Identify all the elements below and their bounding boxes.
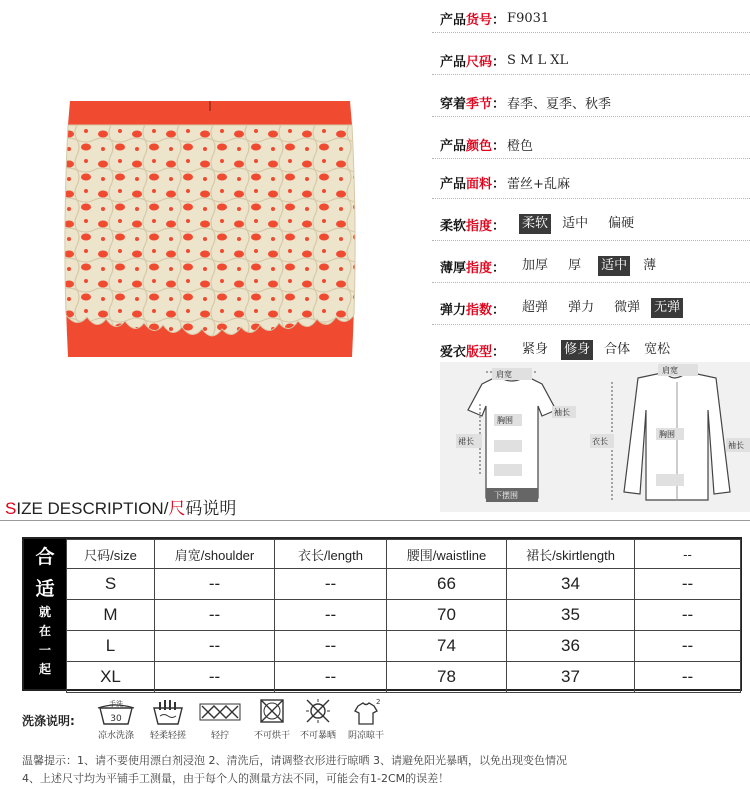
wash-item-text: 不可烘干 [253, 731, 290, 741]
table-cell: 78 [387, 662, 507, 693]
table-cell: XL [67, 662, 155, 693]
fabric-row [440, 168, 570, 196]
softness-row [440, 210, 637, 238]
wash-item-text: 阴凉晾干 [347, 731, 384, 741]
svg-text:2: 2 [376, 698, 381, 706]
table-cell: -- [275, 600, 387, 631]
gentle-wash-icon [148, 698, 188, 726]
elasticity-row [440, 294, 683, 322]
softness-option-medium: 适中 [562, 216, 589, 231]
size-table [66, 539, 741, 693]
twist-icon [198, 698, 242, 726]
wash-item [142, 698, 194, 741]
divider [432, 158, 750, 159]
table-row [67, 600, 741, 631]
thickness-option-thin: 薄 [643, 258, 657, 273]
product-size-value: S M L XL [507, 52, 569, 68]
season-label: 穿着季节： [440, 96, 506, 112]
fit-option-fitted: 合体 [604, 342, 631, 357]
table-cell: -- [155, 569, 275, 600]
divider [432, 116, 750, 117]
fit-option-slim: 修身 [561, 340, 593, 360]
table-row [67, 631, 741, 662]
washing-label: 洗涤说明: [22, 714, 75, 728]
table-cell: -- [155, 600, 275, 631]
elasticity-option-elastic: 弹力 [568, 300, 595, 315]
table-cell: 66 [387, 569, 507, 600]
color-value: 橙色 [507, 138, 534, 154]
size-table-frame [22, 537, 742, 691]
table-cell: -- [155, 631, 275, 662]
table-row [67, 569, 741, 600]
size-description-title: SIZE DESCRIPTION/尺码说明 [5, 499, 237, 518]
wash-temp: 30 [110, 714, 122, 724]
header-blank: -- [635, 540, 741, 569]
header-size: 尺码/size [67, 540, 155, 569]
header-shoulder: 肩宽/shoulder [155, 540, 275, 569]
hand-wash-30-icon [96, 698, 136, 726]
softness-label: 柔软指度： [440, 218, 506, 234]
product-code-label: 产品货号： [440, 12, 506, 28]
table-cell: -- [635, 600, 741, 631]
table-cell: 36 [507, 631, 635, 662]
divider [432, 32, 750, 33]
fit-row [440, 336, 673, 364]
shirt-length-label: 衣长 [592, 437, 608, 446]
shirt-chest-label: 胸围 [659, 430, 675, 439]
elasticity-option-slight: 微弹 [614, 300, 641, 315]
care-notes-line-1: 温馨提示：1、请不要使用漂白剂浸泡 2、清洗后，请调整衣形进行晾晒 3、请避免阳光暴晒，以免出现变色情况 [22, 754, 567, 767]
skirt-product-image [60, 95, 360, 365]
header-length: 衣长/length [275, 540, 387, 569]
stamp-char: 一 [38, 643, 51, 657]
fit-option-loose: 宽松 [644, 342, 671, 357]
care-notes-line-2: 4、上述尺寸均为平铺手工测量，由于每个人的测量方法不同，可能会有1-2CM的误差！ [22, 772, 450, 785]
color-row [440, 130, 533, 158]
dress-shoulder-label: 肩宽 [496, 370, 512, 379]
shirt-shoulder-label: 肩宽 [662, 366, 678, 375]
softness-option-soft: 柔软 [519, 214, 551, 234]
table-cell: -- [275, 631, 387, 662]
elasticity-option-super: 超弹 [522, 300, 549, 315]
wash-item [292, 698, 344, 741]
season-row [440, 88, 611, 116]
dress-length-label: 裙长 [458, 437, 474, 446]
table-cell: -- [275, 662, 387, 693]
header-waistline: 腰围/waistline [387, 540, 507, 569]
thickness-row [440, 252, 659, 280]
wash-item-text: 轻拧 [210, 731, 229, 741]
table-header-row [67, 540, 741, 569]
wash-item [246, 698, 298, 741]
wash-item-text: 不可暴晒 [299, 731, 336, 741]
size-header-line [0, 520, 750, 521]
thickness-option-extra-thick: 加厚 [522, 258, 549, 273]
divider [432, 74, 750, 75]
measurement-figures [440, 362, 750, 512]
stamp-char: 就 [38, 605, 51, 619]
table-cell: 74 [387, 631, 507, 662]
color-label: 产品颜色： [440, 138, 506, 154]
table-cell: -- [635, 569, 741, 600]
wash-item-text: 凉水洗涤 [97, 731, 134, 741]
thickness-option-medium: 适中 [598, 256, 630, 276]
fit-stamp [24, 539, 66, 689]
product-size-row [440, 46, 568, 74]
wash-item [194, 698, 246, 741]
product-code-row [440, 4, 549, 32]
table-row [67, 662, 741, 693]
elasticity-option-none: 无弹 [651, 298, 683, 318]
table-cell: -- [275, 569, 387, 600]
table-cell: -- [635, 662, 741, 693]
product-size-label: 产品尺码： [440, 54, 506, 70]
wash-item [340, 698, 392, 741]
divider [432, 240, 750, 241]
divider [432, 324, 750, 325]
table-cell: 37 [507, 662, 635, 693]
divider [432, 282, 750, 283]
thickness-option-thick: 厚 [568, 258, 582, 273]
shade-dry-icon [346, 698, 386, 726]
fabric-value: 蕾丝+乱麻 [507, 176, 570, 192]
dress-sleeve-label: 袖长 [554, 408, 570, 417]
stamp-char: 起 [38, 662, 51, 676]
table-cell: -- [635, 631, 741, 662]
product-code-value: F9031 [507, 10, 550, 26]
header-skirtlength: 裙长/skirtlength [507, 540, 635, 569]
table-cell: 70 [387, 600, 507, 631]
stamp-char: 在 [38, 624, 51, 638]
wash-badge: 手洗 [109, 700, 123, 708]
fit-option-tight: 紧身 [522, 342, 549, 357]
table-cell: 34 [507, 569, 635, 600]
stamp-char: 适 [35, 578, 55, 600]
table-cell: L [67, 631, 155, 662]
no-sun-dry-icon [298, 698, 338, 726]
thickness-label: 薄厚指度： [440, 260, 506, 276]
stamp-char: 合 [35, 546, 55, 568]
wash-item [90, 698, 142, 741]
table-cell: M [67, 600, 155, 631]
wash-item-text: 轻柔轻搓 [149, 731, 186, 741]
dress-chest-label: 胸围 [497, 416, 513, 425]
fit-label: 爱衣版型： [440, 344, 506, 360]
softness-option-hard: 偏硬 [608, 216, 635, 231]
shirt-sleeve-label: 袖长 [728, 441, 744, 450]
elasticity-label: 弹力指数： [440, 302, 506, 318]
table-cell: 35 [507, 600, 635, 631]
no-tumble-dry-icon [252, 698, 292, 726]
table-cell: -- [155, 662, 275, 693]
dress-hem-label: 下摆围 [494, 491, 518, 500]
season-value: 春季、夏季、秋季 [507, 96, 612, 112]
divider [432, 198, 750, 199]
table-cell: S [67, 569, 155, 600]
fabric-label: 产品面料： [440, 176, 506, 192]
